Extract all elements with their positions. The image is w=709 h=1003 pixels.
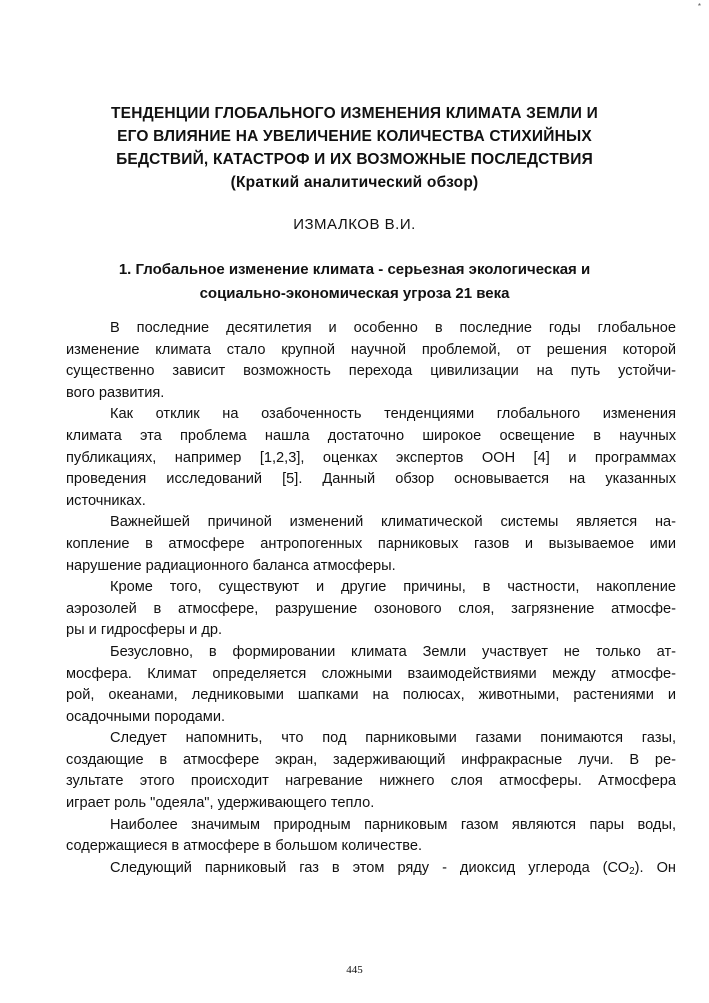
corner-mark: *: [697, 2, 701, 11]
paragraph: [66, 577, 676, 642]
text-line: Наиболее значимым природным парниковым газом являются пары воды,: [110, 816, 676, 833]
text-line: копление в атмосфере антропогенных парниковых газов и вызываемое ими: [66, 535, 676, 552]
section-heading: [0, 258, 709, 306]
title-line: ТЕНДЕНЦИИ ГЛОБАЛЬНОГО ИЗМЕНЕНИЯ КЛИМАТА ЗЕМЛИ И: [110, 105, 598, 122]
subscript: 2: [629, 865, 635, 877]
text-line: публикациях, например [1,2,3], оценках экспертов ООН [4] и программах: [66, 449, 676, 466]
text-line: проведения исследований [5]. Данный обзор основывается на указанных: [66, 471, 676, 488]
text-line: Как отклик на озабоченность тенденциями глобального изменения: [110, 406, 676, 423]
paragraph: [66, 815, 676, 858]
text-line: создающие в атмосфере экран, задерживающий инфракрасные лучи. В ре-: [66, 751, 676, 768]
text-line: существенно зависит возможность перехода цивилизации на путь устойчи-: [66, 363, 676, 380]
paragraph: [66, 858, 676, 880]
paragraph: [66, 512, 676, 577]
text-line-co2: [66, 858, 676, 880]
text-line: играет роль "одеяла", удерживающего тепло.: [66, 795, 375, 812]
text-fragment: ). Он: [634, 859, 676, 876]
title-line: БЕДСТВИЙ, КАТАСТРОФ И ИХ ВОЗМОЖНЫЕ ПОСЛЕДСТВИЯ: [116, 151, 593, 168]
text-line: источниках.: [66, 492, 146, 509]
text-line: Кроме того, существуют и другие причины, в частности, накопление: [110, 579, 676, 596]
text-line: климата эта проблема нашла достаточно широкое освещение в научных: [66, 427, 676, 444]
text-line: мосфера. Климат определяется сложными взаимодействиями между атмосфе-: [66, 665, 676, 682]
title-line: ЕГО ВЛИЯНИЕ НА УВЕЛИЧЕНИЕ КОЛИЧЕСТВА СТИХИЙНЫХ: [117, 128, 592, 145]
text-line: В последние десятилетия и особенно в последние годы глобальное: [110, 320, 676, 336]
paragraph: [66, 728, 676, 814]
text-line: нарушение радиационного баланса атмосферы.: [66, 557, 396, 574]
text-line: осадочными породами.: [66, 708, 226, 725]
text-line: рой, океанами, ледниковыми шапками на полюсах, животными, растениями и: [66, 687, 676, 704]
text-line: Следует напомнить, что под парниковыми газами понимаются газы,: [110, 730, 676, 747]
section-heading-line: социально-экономическая угроза 21 века: [199, 285, 510, 302]
paragraph: [66, 642, 676, 728]
author-name: ИЗМАЛКОВ В.И.: [293, 216, 416, 233]
text-line: ры и гидросферы и др.: [66, 622, 223, 639]
body-text: [66, 318, 676, 879]
title-subtitle: (Краткий аналитический обзор): [230, 174, 479, 191]
text-line: аэрозолей в атмосфере, разрушение озонового слоя, загрязнение атмосфе-: [66, 600, 676, 617]
text-line: Важнейшей причиной изменений климатической системы является на-: [110, 514, 676, 531]
text-line: вого развития.: [66, 384, 165, 401]
page-number: 445: [346, 964, 363, 976]
text-line: содержащиеся в атмосфере в большом количестве.: [66, 838, 423, 855]
paragraph: [66, 404, 676, 512]
paragraph: [66, 318, 676, 404]
section-heading-line: 1. Глобальное изменение климата - серьезная экологическая и: [118, 261, 591, 278]
text-line: Безусловно, в формировании климата Земли участвует не только ат-: [110, 643, 676, 660]
text-line: изменение климата стало крупной научной проблемой, от решения которой: [66, 341, 676, 358]
text-fragment: Следующий парниковый газ в этом ряду - диоксид углерода (СО: [110, 859, 630, 876]
document-title: [0, 102, 709, 194]
text-line: зультате этого происходит нагревание нижнего слоя атмосферы. Атмосфера: [66, 773, 676, 790]
